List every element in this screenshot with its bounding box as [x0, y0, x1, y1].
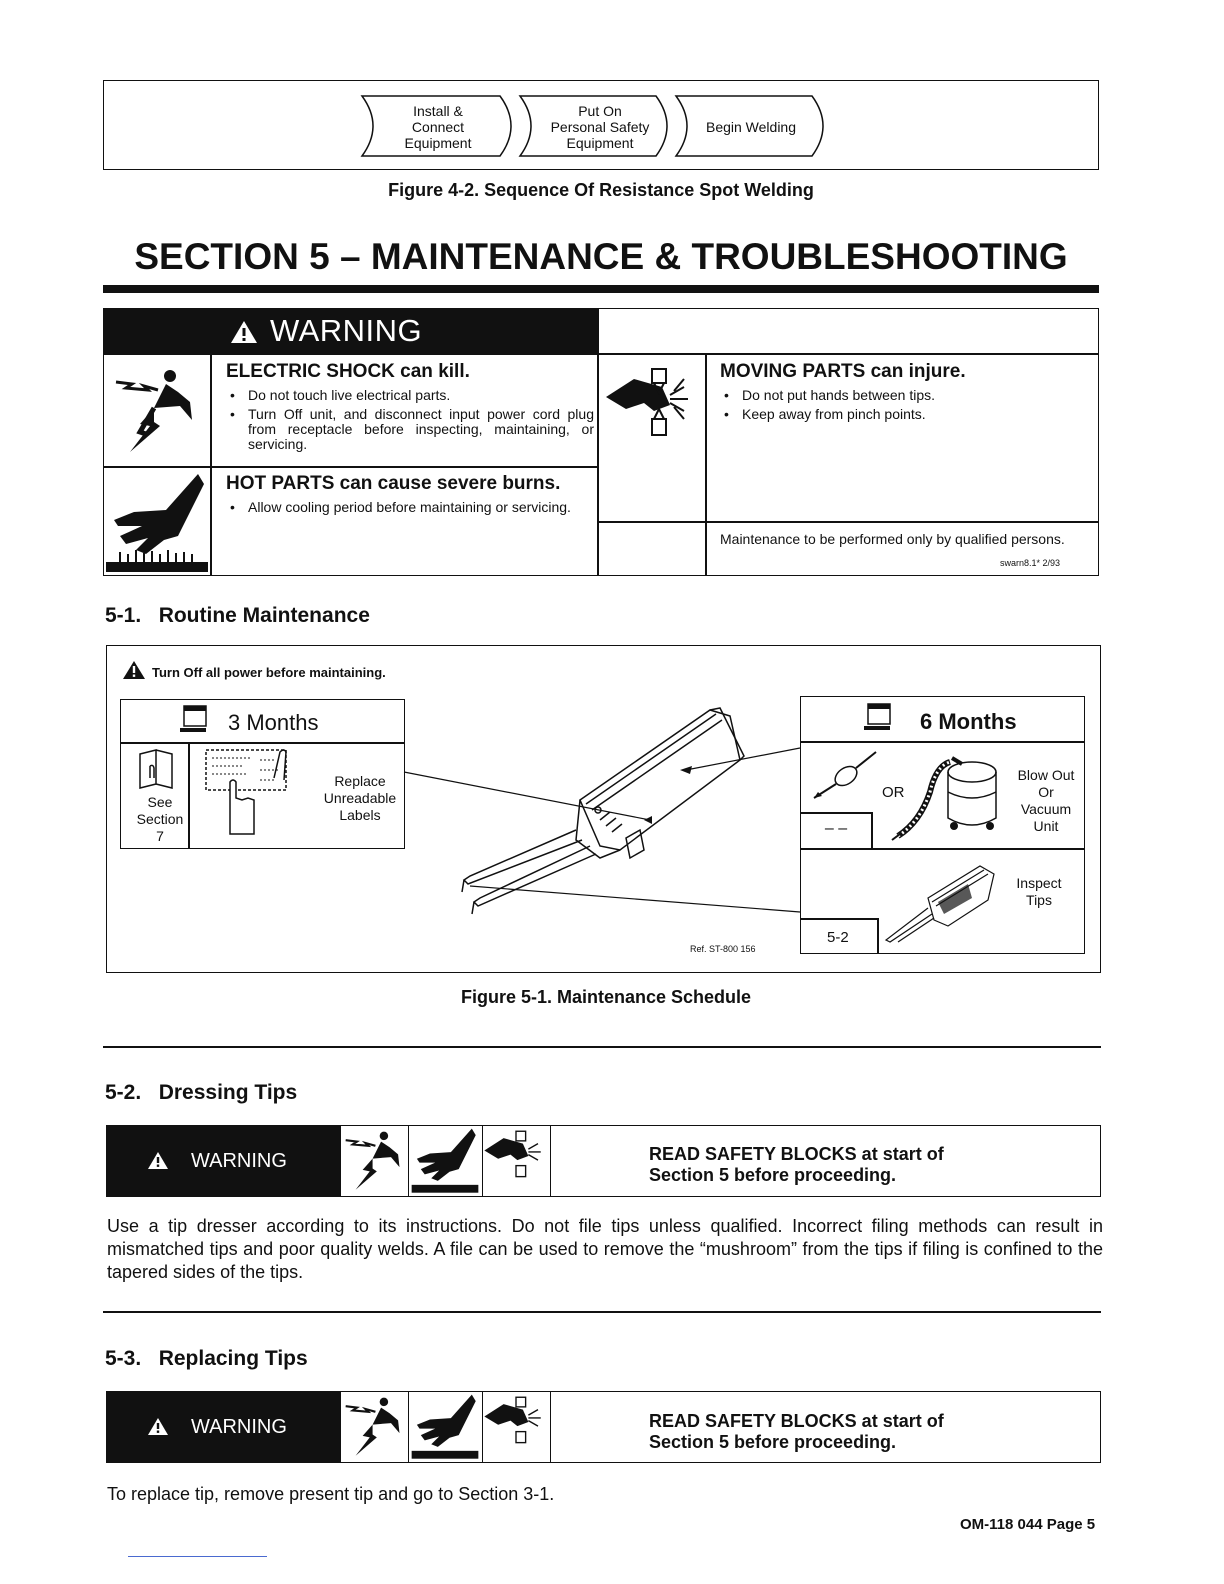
electric-shock-bullets	[226, 384, 594, 452]
dressing-body: Use a tip dresser according to its instructions. Do not file tips unless qualified. Incorrect filing methods can result in mismatched tips and poor quality welds. A file can be used to remove the “mushroom” from the tips if filing is confined to the tapered sides of the tips.	[107, 1216, 1103, 1282]
electric-shock-icon	[110, 362, 202, 458]
manual-book-icon	[136, 748, 176, 790]
dressing-warning-label-bg	[107, 1126, 340, 1196]
hot-parts-icon	[409, 1392, 481, 1460]
inspect-tips: Inspect Tips	[1016, 875, 1062, 908]
six-months-rule-1	[801, 741, 1084, 743]
warning-banner	[104, 309, 597, 353]
replacing-body: To replace tip, remove present tip and go to Section 3-1.	[107, 1484, 555, 1504]
six-months-title: 6 Months	[920, 709, 1017, 734]
section-title: SECTION 5 – MAINTENANCE & TROUBLESHOOTING	[134, 236, 1068, 277]
footer-rule	[128, 1556, 267, 1557]
caution-triangle-icon	[122, 660, 146, 680]
warning-banner-label: WARNING	[270, 313, 423, 348]
moving-parts-icon	[604, 365, 700, 445]
power-off-note: Turn Off all power before maintaining.	[152, 665, 386, 680]
see-section-7: See Section 7	[136, 794, 184, 844]
warning-row-rule-3	[598, 521, 1098, 523]
three-months-title: 3 Months	[228, 710, 319, 735]
figure-caption-5-1: Figure 5-1. Maintenance Schedule	[460, 987, 752, 1007]
vacuum-icon	[890, 752, 1004, 844]
hot-bullet-1: • Allow cooling period before maintaining or servicing.	[226, 500, 594, 515]
separator-1	[103, 1046, 1101, 1048]
sequence-step-3: Begin Welding	[705, 119, 797, 135]
dressing-icon-cell-1	[340, 1126, 408, 1196]
spot-welder-illustration	[400, 700, 804, 920]
dressing-read-line-1: READ SAFETY BLOCKS at start of	[649, 1144, 944, 1164]
electric-shock-icon	[341, 1392, 407, 1460]
heading-5-1: 5-1. Routine Maintenance	[105, 604, 370, 627]
heading-5-2: 5-2. Dressing Tips	[105, 1081, 298, 1104]
replacing-icon-cell-2	[408, 1392, 482, 1462]
calendar-icon-6	[864, 702, 892, 732]
warning-col-rule	[597, 309, 599, 575]
six-months-dash-box-side	[871, 812, 873, 848]
ref-number: Ref. ST-800 156	[690, 944, 756, 954]
warning-icon-col-rule-2	[705, 353, 707, 575]
six-months-rule-2	[801, 848, 1084, 850]
replacing-warning-label-bg	[107, 1392, 340, 1462]
electric-shock-title: ELECTRIC SHOCK can kill.	[226, 361, 470, 382]
electric-shock-icon	[341, 1126, 407, 1194]
replacing-warning-label: WARNING	[191, 1416, 287, 1438]
heading-5-3: 5-3. Replacing Tips	[105, 1347, 308, 1370]
warning-triangle-icon	[147, 1151, 169, 1170]
hot-parts-bullets	[226, 496, 594, 515]
warning-triangle-icon	[147, 1417, 169, 1436]
six-months-dash-box-top	[801, 812, 872, 814]
electric-bullet-1: • Do not touch live electrical parts.	[226, 388, 594, 403]
six-months-ref-box-top	[801, 918, 878, 920]
or-label: OR	[882, 784, 905, 801]
warning-row-rule-2	[104, 466, 598, 468]
warning-row-rule	[104, 353, 1098, 355]
replacing-read-line-1: READ SAFETY BLOCKS at start of	[649, 1411, 944, 1431]
moving-bullet-1: • Do not put hands between tips.	[720, 388, 1090, 403]
page-footer: OM-118 044 Page 5	[960, 1516, 1096, 1533]
warning-code: swarn8.1* 2/93	[1000, 558, 1061, 568]
hot-parts-title: HOT PARTS can cause severe burns.	[226, 473, 561, 494]
figure-caption-4-2: Figure 4-2. Sequence Of Resistance Spot Welding	[388, 180, 814, 200]
welder-tips-icon	[878, 858, 1000, 944]
warning-icon-col-rule	[210, 353, 212, 575]
replacing-icon-cell-3	[482, 1392, 550, 1462]
replace-labels: Replace Unreadable Labels	[323, 773, 397, 823]
warning-triangle-icon	[230, 320, 258, 344]
replacing-icon-cell-1	[340, 1392, 408, 1462]
moving-parts-icon	[483, 1126, 549, 1186]
qualified-persons-note: Maintenance to be performed only by qualified persons.	[720, 531, 1065, 547]
sequence-step-2: Put On Personal Safety Equipment	[550, 103, 650, 151]
separator-2	[103, 1311, 1101, 1313]
sequence-step-1: Install & Connect Equipment	[404, 103, 472, 151]
ref-section-5-2: 5-2	[827, 929, 849, 946]
dressing-icon-cell-2	[408, 1126, 482, 1196]
dressing-read-line-2: Section 5 before proceeding.	[649, 1165, 897, 1185]
replacing-read-line-2: Section 5 before proceeding.	[649, 1432, 897, 1452]
three-months-rule	[121, 742, 404, 744]
hot-parts-icon	[409, 1126, 481, 1194]
label-hand-icon	[204, 748, 292, 840]
calendar-icon	[180, 704, 208, 734]
dressing-icon-cell-3	[482, 1126, 550, 1196]
dressing-warning-label: WARNING	[191, 1150, 287, 1172]
dash-placeholder: – –	[824, 820, 848, 837]
hot-parts-icon	[106, 470, 208, 574]
moving-parts-title: MOVING PARTS can injure.	[720, 361, 966, 382]
section-rule	[103, 285, 1099, 293]
blow-out-vacuum: Blow Out Or Vacuum Unit	[1017, 767, 1075, 834]
air-blower-icon	[812, 748, 882, 804]
moving-parts-bullets	[720, 384, 1090, 422]
moving-bullet-2: • Keep away from pinch points.	[720, 407, 1090, 422]
moving-parts-icon	[483, 1392, 549, 1452]
electric-bullet-2: • Turn Off unit, and disconnect input power cord plug from receptacle before inspecting, maintaining, or servicing.	[226, 407, 594, 452]
